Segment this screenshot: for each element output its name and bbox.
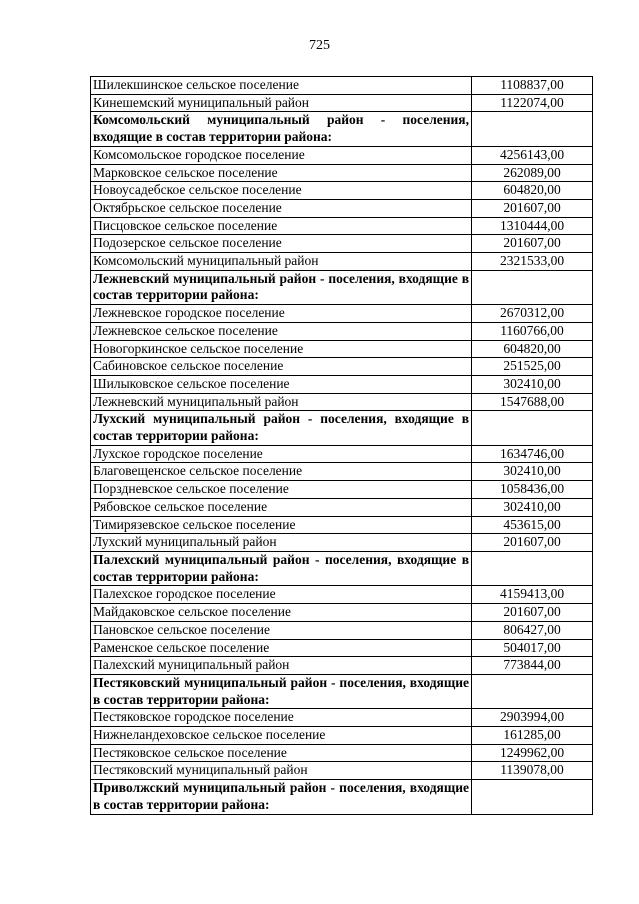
settlement-name-cell: Комсомольский муниципальный район — [91, 253, 472, 271]
page-number: 725 — [309, 38, 330, 53]
amount-cell: 1122074,00 — [472, 94, 593, 112]
settlement-name-cell: Пановское сельское поселение — [91, 621, 472, 639]
settlement-name-cell: Лухское городское поселение — [91, 445, 472, 463]
settlement-name-cell: Раменское сельское поселение — [91, 639, 472, 657]
amount-cell: 201607,00 — [472, 199, 593, 217]
amount-cell: 604820,00 — [472, 182, 593, 200]
amount-cell: 2321533,00 — [472, 253, 593, 271]
table-body — [91, 77, 593, 815]
settlement-name-cell: Лежневское сельское поселение — [91, 322, 472, 340]
amount-cell — [472, 411, 593, 445]
table-row — [91, 393, 593, 411]
district-header-row — [91, 270, 593, 304]
amount-cell: 201607,00 — [472, 604, 593, 622]
amount-cell — [472, 674, 593, 708]
settlement-name-cell: Подозерское сельское поселение — [91, 235, 472, 253]
amount-cell: 251525,00 — [472, 358, 593, 376]
table-row — [91, 305, 593, 323]
settlement-name-cell: Рябовское сельское поселение — [91, 498, 472, 516]
district-header-row — [91, 551, 593, 585]
table-row — [91, 146, 593, 164]
amount-cell: 201607,00 — [472, 534, 593, 552]
table-row — [91, 498, 593, 516]
district-header-cell: Пестяковский муниципальный район - поселения, входящие в состав территории района: — [91, 674, 472, 708]
amount-cell — [472, 112, 593, 146]
amount-cell: 302410,00 — [472, 498, 593, 516]
budget-table — [90, 76, 593, 815]
table-row — [91, 534, 593, 552]
settlement-name-cell: Лежневское городское поселение — [91, 305, 472, 323]
settlement-name-cell: Лежневский муниципальный район — [91, 393, 472, 411]
settlement-name-cell: Новоусадебское сельское поселение — [91, 182, 472, 200]
amount-cell: 1249962,00 — [472, 744, 593, 762]
table-row — [91, 182, 593, 200]
table-row — [91, 358, 593, 376]
amount-cell: 1547688,00 — [472, 393, 593, 411]
amount-cell: 262089,00 — [472, 164, 593, 182]
table-row — [91, 481, 593, 499]
amount-cell — [472, 270, 593, 304]
settlement-name-cell: Палехское городское поселение — [91, 586, 472, 604]
amount-cell: 1310444,00 — [472, 217, 593, 235]
district-header-cell: Лухский муниципальный район - поселения, входящие в состав территории района: — [91, 411, 472, 445]
table-row — [91, 657, 593, 675]
table-row — [91, 375, 593, 393]
district-header-cell: Комсомольский муниципальный район - поселения, входящие в состав территории района: — [91, 112, 472, 146]
amount-cell: 453615,00 — [472, 516, 593, 534]
amount-cell: 1634746,00 — [472, 445, 593, 463]
table-row — [91, 639, 593, 657]
settlement-name-cell: Пестяковский муниципальный район — [91, 762, 472, 780]
amount-cell: 302410,00 — [472, 463, 593, 481]
amount-cell: 1160766,00 — [472, 322, 593, 340]
district-header-cell: Палехский муниципальный район - поселения, входящие в состав территории района: — [91, 551, 472, 585]
table-row — [91, 744, 593, 762]
settlement-name-cell: Порздневское сельское поселение — [91, 481, 472, 499]
district-header-row — [91, 411, 593, 445]
settlement-name-cell: Писцовское сельское поселение — [91, 217, 472, 235]
amount-cell: 2670312,00 — [472, 305, 593, 323]
table-row — [91, 621, 593, 639]
table-row — [91, 253, 593, 271]
settlement-name-cell: Марковское сельское поселение — [91, 164, 472, 182]
table-row — [91, 235, 593, 253]
table-row — [91, 322, 593, 340]
table-row — [91, 463, 593, 481]
amount-cell: 806427,00 — [472, 621, 593, 639]
table-row — [91, 727, 593, 745]
table-row — [91, 340, 593, 358]
district-header-cell: Приволжский муниципальный район - поселения, входящие в состав территории района: — [91, 780, 472, 814]
amount-cell: 302410,00 — [472, 375, 593, 393]
table-row — [91, 94, 593, 112]
amount-cell: 4159413,00 — [472, 586, 593, 604]
amount-cell: 1058436,00 — [472, 481, 593, 499]
amount-cell: 773844,00 — [472, 657, 593, 675]
settlement-name-cell: Майдаковское сельское поселение — [91, 604, 472, 622]
table-row — [91, 164, 593, 182]
amount-cell: 201607,00 — [472, 235, 593, 253]
district-header-row — [91, 674, 593, 708]
district-header-cell: Лежневский муниципальный район - поселения, входящие в состав территории района: — [91, 270, 472, 304]
settlement-name-cell: Кинешемский муниципальный район — [91, 94, 472, 112]
district-header-row — [91, 780, 593, 814]
table-row — [91, 445, 593, 463]
table-row — [91, 516, 593, 534]
amount-cell: 1139078,00 — [472, 762, 593, 780]
settlement-name-cell: Палехский муниципальный район — [91, 657, 472, 675]
amount-cell: 604820,00 — [472, 340, 593, 358]
amount-cell: 2903994,00 — [472, 709, 593, 727]
settlement-name-cell: Новогоркинское сельское поселение — [91, 340, 472, 358]
amount-cell: 1108837,00 — [472, 77, 593, 95]
table-row — [91, 604, 593, 622]
district-header-row — [91, 112, 593, 146]
table-row — [91, 217, 593, 235]
table-row — [91, 709, 593, 727]
settlement-name-cell: Шилыковское сельское поселение — [91, 375, 472, 393]
settlement-name-cell: Лухский муниципальный район — [91, 534, 472, 552]
settlement-name-cell: Пестяковское сельское поселение — [91, 744, 472, 762]
amount-cell — [472, 780, 593, 814]
table-row — [91, 762, 593, 780]
settlement-name-cell: Комсомольское городское поселение — [91, 146, 472, 164]
amount-cell: 504017,00 — [472, 639, 593, 657]
table-row — [91, 199, 593, 217]
amount-cell: 4256143,00 — [472, 146, 593, 164]
settlement-name-cell: Благовещенское сельское поселение — [91, 463, 472, 481]
settlement-name-cell: Тимирязевское сельское поселение — [91, 516, 472, 534]
table-row — [91, 77, 593, 95]
amount-cell: 161285,00 — [472, 727, 593, 745]
settlement-name-cell: Нижнеландеховское сельское поселение — [91, 727, 472, 745]
settlement-name-cell: Октябрьское сельское поселение — [91, 199, 472, 217]
amount-cell — [472, 551, 593, 585]
settlement-name-cell: Сабиновское сельское поселение — [91, 358, 472, 376]
table-row — [91, 586, 593, 604]
settlement-name-cell: Пестяковское городское поселение — [91, 709, 472, 727]
settlement-name-cell: Шилекшинское сельское поселение — [91, 77, 472, 95]
